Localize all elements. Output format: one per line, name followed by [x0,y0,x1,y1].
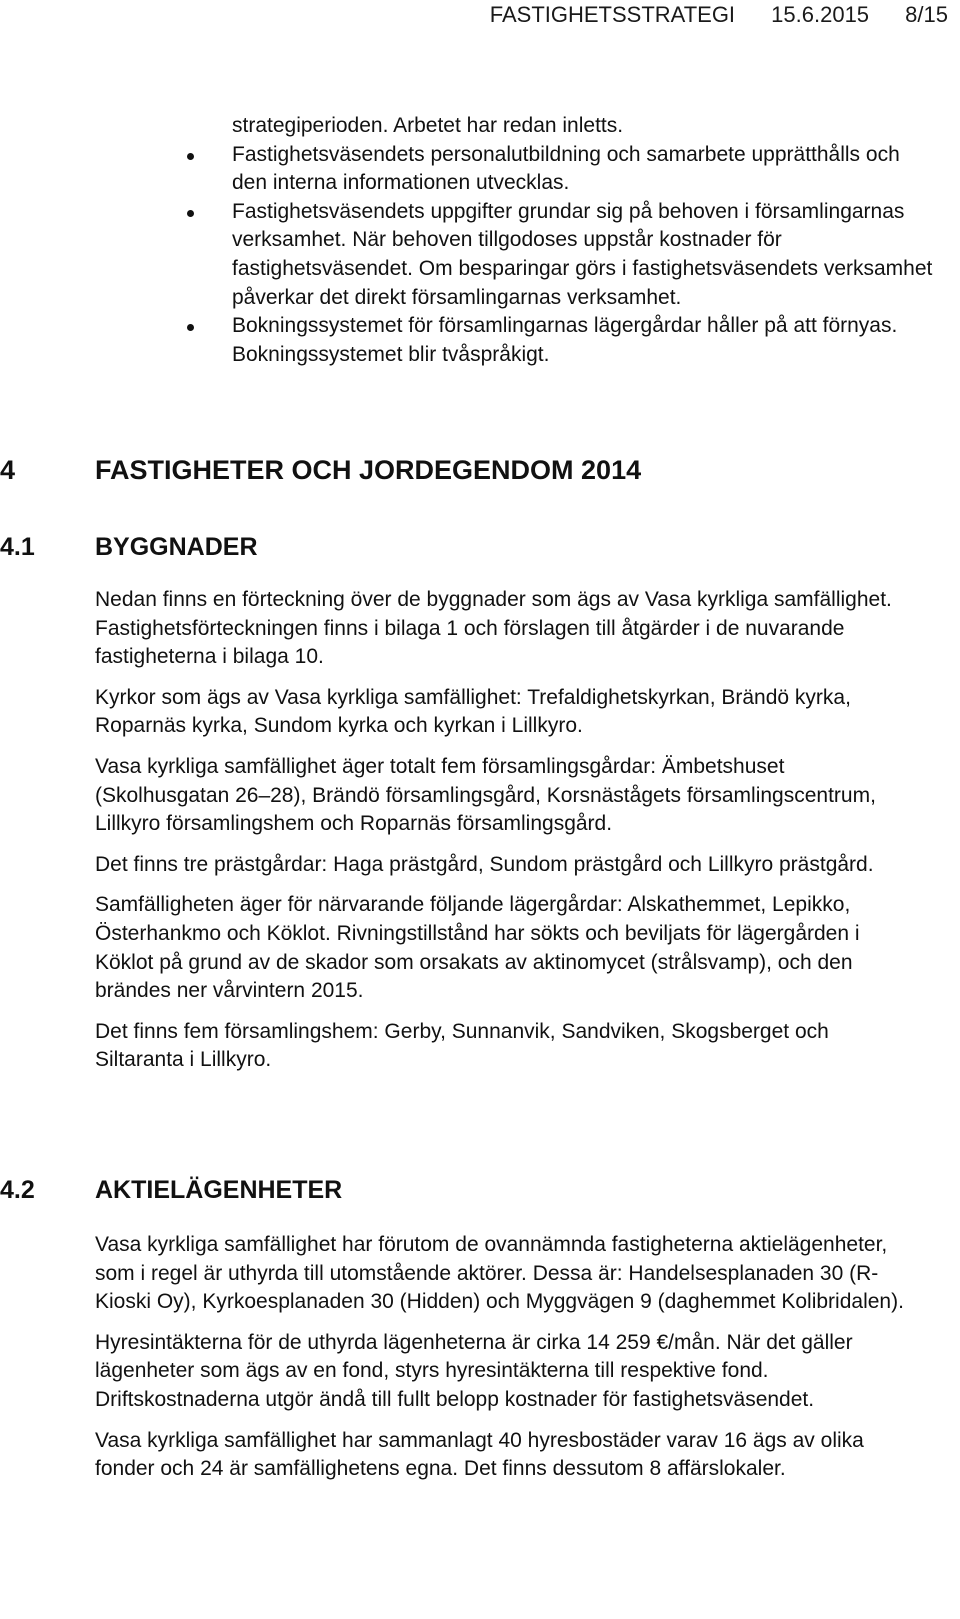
paragraph: Vasa kyrkliga samfällighet äger totalt fem församlingsgårdar: Ämbetshuset (Skolhusgatan 26–28), Brändö församlingsgård, Korsnästågets församlingscentrum, Lillkyro församlingshem och Roparnäs församlingsgård. [95,754,876,836]
paragraph: Det finns tre prästgårdar: Haga prästgård, Sundom prästgård och Lillkyro prästgård. [95,852,874,876]
bullet-icon [187,210,194,217]
header-page-number: 8/15 [905,2,948,27]
bullet-icon [187,153,194,160]
bullet-text: Fastighetsväsendets personalutbildning och samarbete upprätthålls och den interna informationen utvecklas. [232,142,900,195]
continuation-text: strategiperioden. Arbetet har redan inletts. [232,114,624,137]
paragraph: Hyresintäkterna för de uthyrda lägenheterna är cirka 14 259 €/mån. När det gäller lägenheter som ägs av en fond, styrs hyresintäkterna till respektive fond. Driftskostnaderna utgör ändå till fullt belopp kostnader för fastighetsväsendet. [95,1330,853,1411]
section-4-2-heading [0,1173,342,1207]
paragraph: Samfälligheten äger för närvarande följande lägergårdar: Alskathemmet, Lepikko, Österhankmo och Köklot. Rivningstillstånd har sökts och beviljats för lägergården i Köklot på grund av de skador som orsakats av aktinomycet (strålsvamp), och den brändes ner vårvintern 2015. [95,893,860,1003]
section-4-number: 4 [0,455,16,485]
paragraph: Vasa kyrkliga samfällighet har förutom de ovannämnda fastigheterna aktielägenheter, som i regel är uthyrda till utomstående aktörer. Dessa är: Handelsesplanaden 30 (R-Kioski Oy), Kyrkoesplanaden 30 (Hidden) och Myggvägen 9 (daghemmet Kolibridalen). [95,1233,904,1314]
bullet-item [0,141,960,198]
section-4-2-body [95,1231,920,1496]
bullet-text: Bokningssystemet för församlingarnas lägergårdar håller på att förnyas. Bokningssystemet blir tvåspråkigt. [232,314,898,366]
section-4-title: FASTIGHETER OCH JORDEGENDOM 2014 [95,455,642,485]
bullet-item [0,312,960,369]
header-date: 15.6.2015 [771,2,870,27]
section-4-1-number: 4.1 [0,533,35,561]
paragraph: Vasa kyrkliga samfällighet har sammanlagt 40 hyresbostäder varav 16 ägs av olika fonder och 24 är samfällighetens egna. Det finns dessutom 8 affärslokaler. [95,1428,864,1481]
header-title: FASTIGHETSSTRATEGI [489,2,736,27]
bullet-continuation [0,112,960,141]
paragraph: Det finns fem församlingshem: Gerby, Sunnanvik, Sandviken, Skogsberget och Siltaranta i Lillkyro. [95,1019,829,1072]
section-4-1-body [95,586,920,1087]
section-4-1-heading [0,530,258,564]
bullet-text: Fastighetsväsendets uppgifter grundar sig på behoven i församlingarnas verksamhet. När behoven tillgodoses uppstår kostnader för fastighetsväsendet. Om besparingar görs i fastighetsväsendets verksamhet påverkar det direkt församlingarnas verksamhet. [232,199,933,309]
paragraph: Nedan finns en förteckning över de byggnader som ägs av Vasa kyrkliga samfällighet. Fastighetsförteckningen finns i bilaga 1 och förslagen till åtgärder i de nuvarande fastigheterna i bilaga 10. [95,588,892,669]
running-header [490,2,948,28]
section-4-heading [0,452,641,488]
section-4-2-number: 4.2 [0,1176,35,1204]
paragraph: Kyrkor som ägs av Vasa kyrkliga samfällighet: Trefaldighetskyrkan, Brändö kyrka, Roparnäs kyrka, Sundom kyrka och kyrkan i Lillkyro. [95,685,851,738]
bullet-item [0,198,960,312]
section-4-1-title: BYGGNADER [95,533,258,561]
bullet-icon [187,324,194,331]
bullet-list [0,112,960,369]
section-4-2-title: AKTIELÄGENHETER [95,1176,343,1204]
